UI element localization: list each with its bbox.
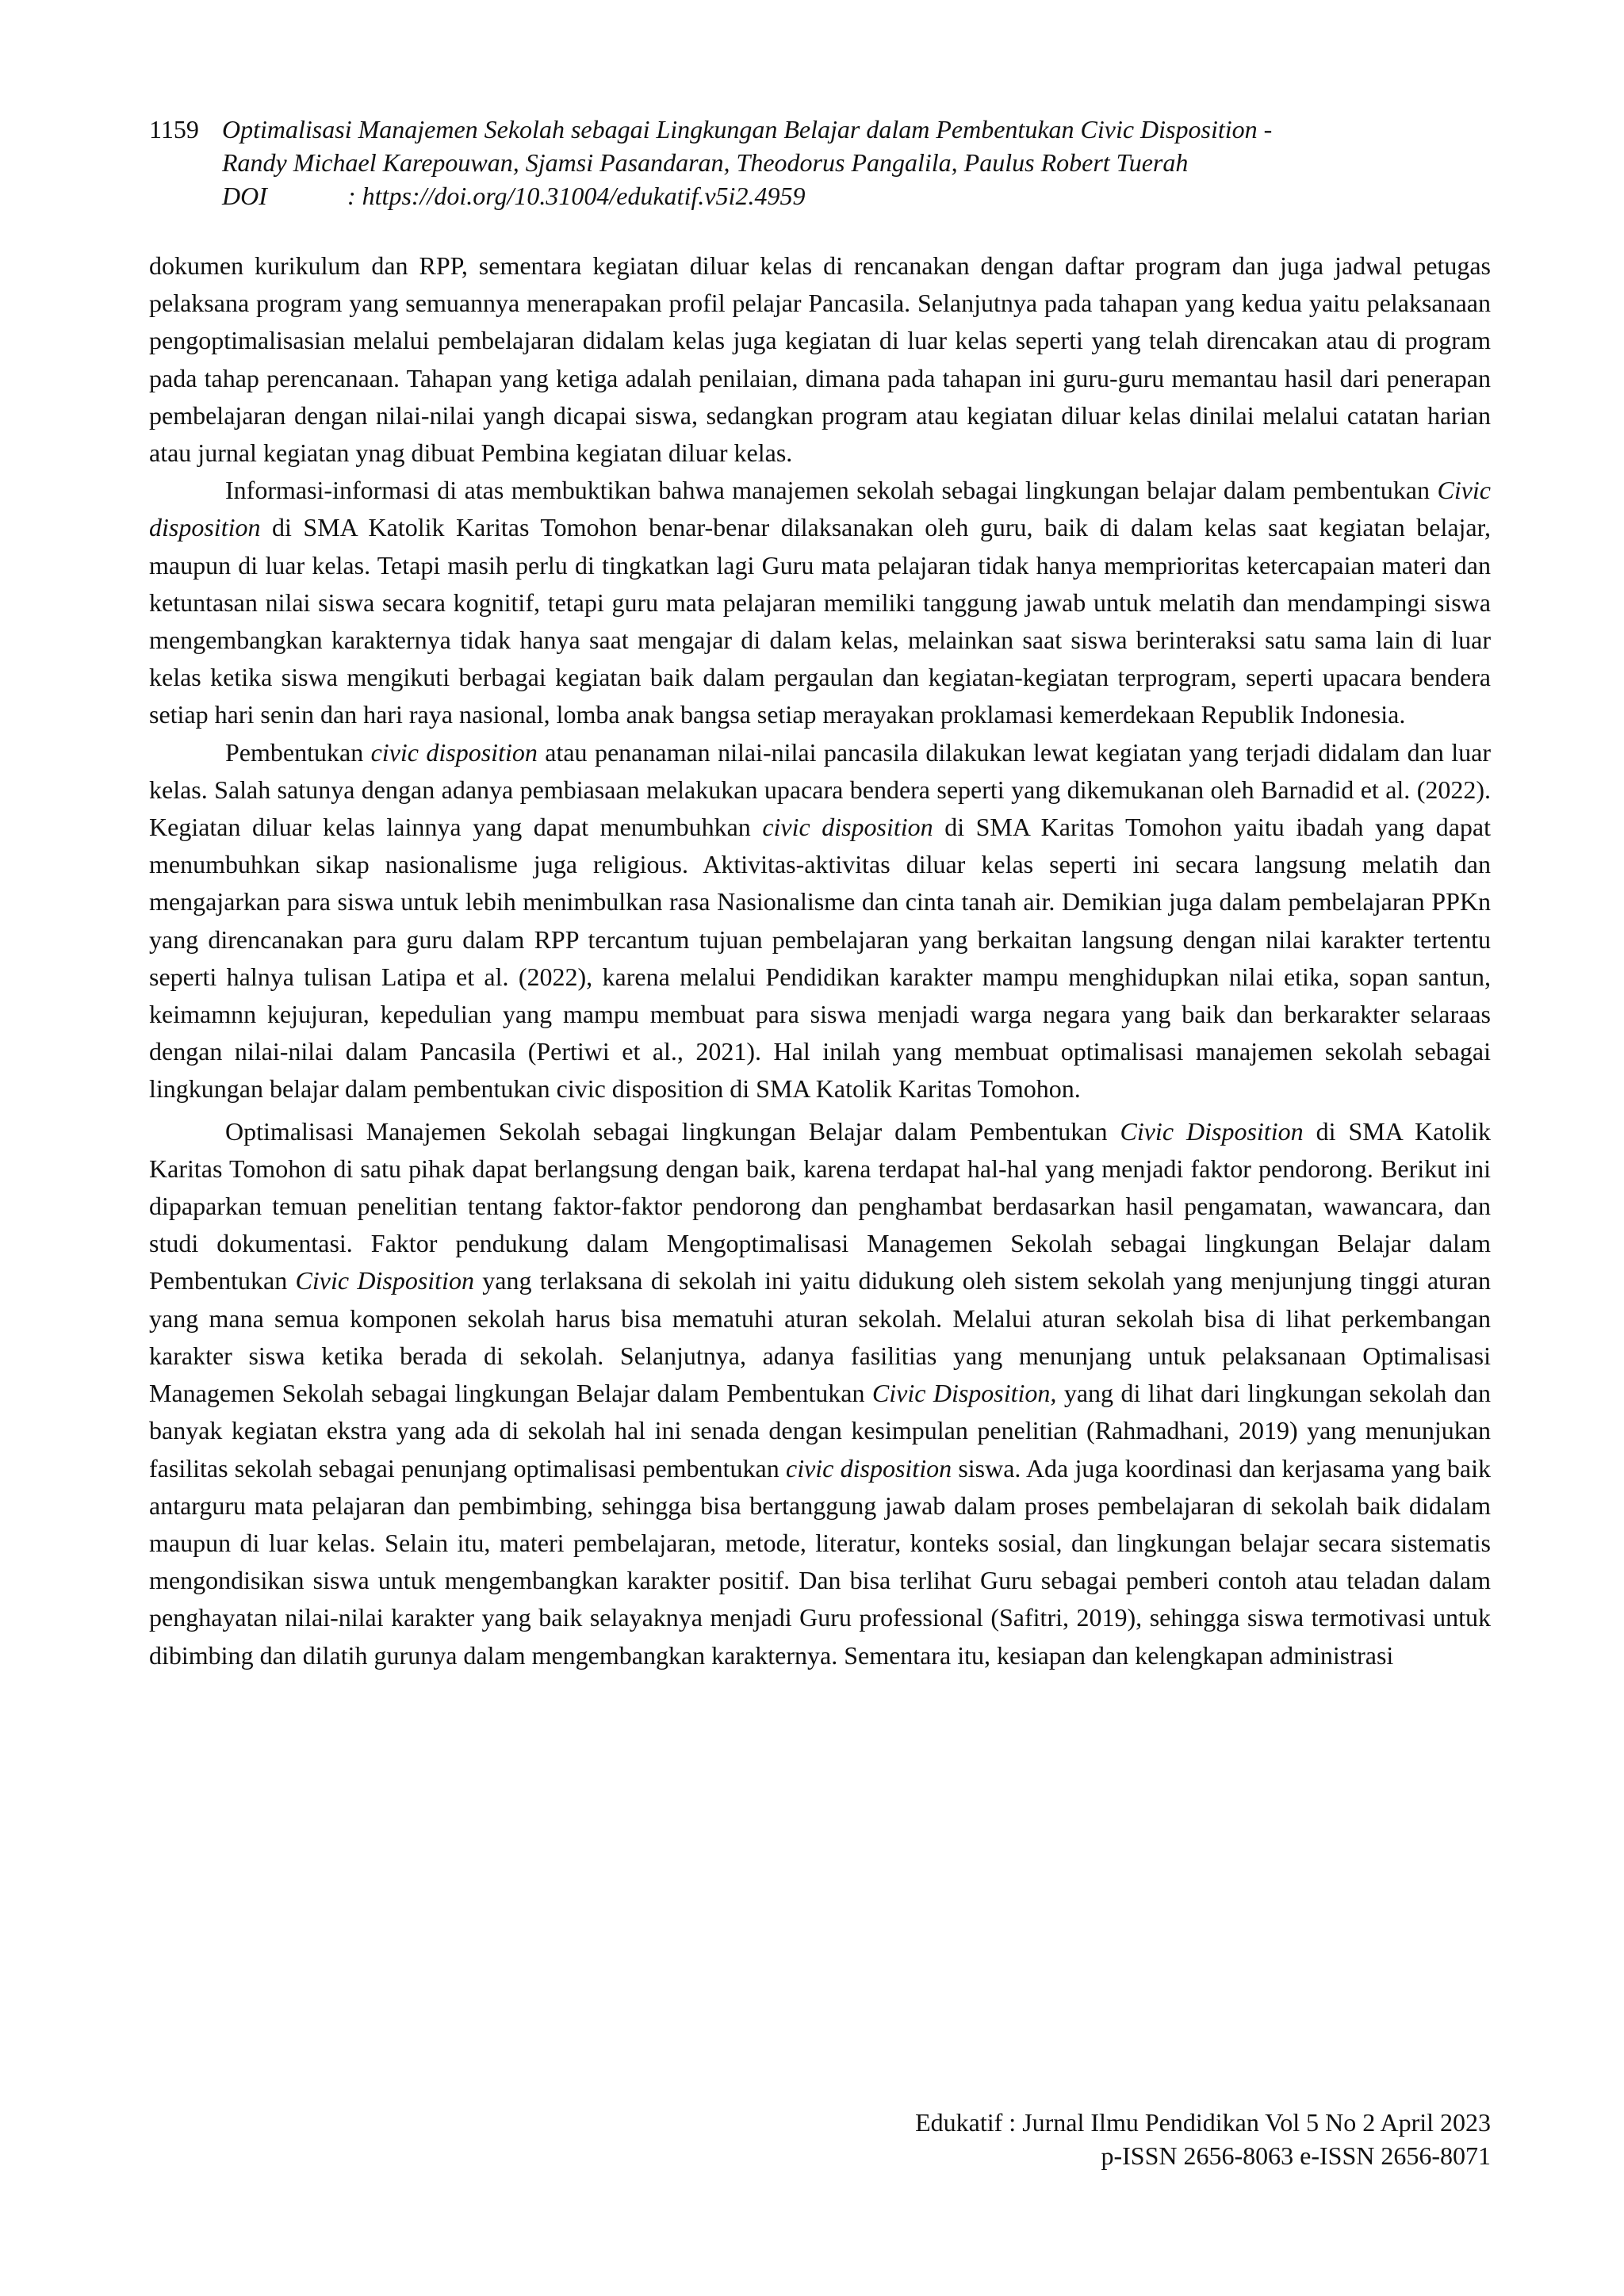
text-run: Informasi-informasi di atas membuktikan bahwa manajemen sekolah sebagai lingkungan belajar dalam pembentukan (225, 476, 1438, 505)
italic-term: civic disposition (785, 1453, 952, 1483)
page-number: 1159 (149, 115, 199, 144)
text-run: di SMA Katolik Karitas Tomohon benar-benar dilaksanakan oleh guru, baik di dalam kelas saat kegiatan belajar, maupun di luar kelas. Tetapi masih perlu di tingkatkan lagi Guru mata pelajaran tidak hanya memprioritas ketercapaian materi dan ketuntasan nilai siswa secara kognitif, tetapi guru mata pelajaran memiliki tanggung jawab untuk melatih dan mendampingi siswa mengembangkan karakternya tidak hanya saat mengajar di dalam kelas, melainkan saat siswa berinteraksi satu sama lain di luar kelas ketika siswa mengikuti berbagai kegiatan baik dalam pergaulan dan kegiatan-kegiatan terprogram, seperti upacara bendera setiap hari senin dan hari raya nasional, lomba anak bangsa setiap merayakan proklamasi kemerdekaan Republik Indonesia. (149, 513, 1491, 729)
italic-term: Civic Disposition (1120, 1116, 1304, 1146)
journal-name: Edukatif : Jurnal Ilmu Pendidikan Vol 5 No 2 April 2023 (915, 2108, 1491, 2137)
italic-term: civic disposition (370, 737, 538, 767)
header-authors: Randy Michael Karepouwan, Sjamsi Pasandaran, Theodorus Pangalila, Paulus Robert Tuerah (222, 148, 1189, 177)
text-run: di SMA Katolik Karitas Tomohon di satu pihak dapat berlangsung dengan baik, karena terdapat hal-hal yang menjadi faktor pendorong. Berikut ini dipaparkan temuan penelitian tentang faktor-faktor pendorong dan penghambat berdasarkan hasil pengamatan, wawancara, dan studi dokumentasi. Faktor pendukung dalam Mengoptimalisasi Managemen Sekolah sebagai lingkungan Belajar dalam Pembentukan (149, 1116, 1491, 1295)
paragraph-4 (149, 1113, 1491, 1674)
running-footer (777, 2106, 1491, 2172)
paragraph-3 (149, 734, 1491, 1108)
doi-label: DOI (222, 182, 267, 210)
issn-line: p-ISSN 2656-8063 e-ISSN 2656-8071 (1101, 2141, 1491, 2170)
text-run: Optimalisasi Manajemen Sekolah sebagai lingkungan Belajar dalam Pembentukan (225, 1116, 1120, 1146)
text-run: Pembentukan (225, 737, 371, 767)
header-title: Optimalisasi Manajemen Sekolah sebagai Lingkungan Belajar dalam Pembentukan Civic Disposition - (222, 115, 1273, 144)
italic-term: Civic Disposition (295, 1266, 474, 1295)
italic-term: civic disposition (762, 813, 933, 842)
italic-term: Civic disposition (149, 476, 1491, 542)
doi-link[interactable]: : https://doi.org/10.31004/edukatif.v5i2.4959 (347, 182, 806, 210)
paragraph-2 (149, 472, 1491, 733)
italic-term: Civic Disposition, (871, 1379, 1057, 1408)
text-run: yang di lihat dari lingkungan sekolah dan banyak kegiatan ekstra yang ada di sekolah hal ini senada dengan kesimpulan penelitian (Rahmadhani, 2019) yang menunjukan fasilitas sekolah sebagai penunjang optimalisasi pembentukan (149, 1379, 1492, 1483)
text-run: di SMA Karitas Tomohon yaitu ibadah yang dapat menumbuhkan sikap nasionalisme juga religious. Aktivitas-aktivitas diluar kelas seperti ini secara langsung melatih dan mengajarkan para siswa untuk lebih menimbulkan rasa Nasionalisme dan cinta tanah air. Demikian juga dalam pembelajaran PPKn yang direncanakan para guru dalam RPP tercantum tujuan pembelajaran yang berkaitan langsung dengan nilai karakter tertentu seperti halnya tulisan Latipa et al. (2022), karena melalui Pendidikan karakter mampu menghidupkan nilai etika, sopan santun, keimamnn kejujuran, kepedulian yang mampu membuat para siswa menjadi warga negara yang baik dan berkarakter selaraas dengan nilai-nilai dalam Pancasila (Pertiwi et al., 2021). Hal inilah yang membuat optimalisasi manajemen sekolah sebagai lingkungan belajar dalam pembentukan civic disposition di SMA Katolik Karitas Tomohon. (149, 813, 1492, 1104)
text-run: yang terlaksana di sekolah ini yaitu didukung oleh sistem sekolah yang menjunjung tinggi aturan yang mana semua komponen sekolah harus bisa mematuhi aturan sekolah. Melalui aturan sekolah bisa di lihat perkembangan karakter siswa ketika berada di sekolah. Selanjutnya, adanya fasilitias yang menunjang untuk pelaksanaan Optimalisasi Managemen Sekolah sebagai lingkungan Belajar dalam Pembentukan (149, 1266, 1492, 1408)
text-run: atau penanaman nilai-nilai pancasila dilakukan lewat kegiatan yang terjadi didalam dan luar kelas. Salah satunya dengan adanya pembiasaan melakukan upacara bendera seperti yang dikemukanan oleh Barnadid et al. (2022). Kegiatan diluar kelas lainnya yang dapat menumbuhkan (149, 737, 1492, 842)
text-run: siswa. Ada juga koordinasi dan kerjasama yang baik antarguru mata pelajaran dan pembimbing, sehingga bisa bertanggung jawab dalam proses pembelajaran di sekolah baik didalam maupun di luar kelas. Selain itu, materi pembelajaran, metode, literatur, konteks sosial, dan lingkungan belajar secara sistematis mengondisikan siswa untuk mengembangkan karakter positif. Dan bisa terlihat Guru sebagai pemberi contoh atau teladan dalam penghayatan nilai-nilai karakter yang baik selayaknya menjadi Guru professional (Safitri, 2019), sehingga siswa termotivasi untuk dibimbing dan dilatih gurunya dalam mengembangkan karakternya. Sementara itu, kesiapan dan kelengkapan administrasi (149, 1453, 1491, 1670)
paragraph-1: dokumen kurikulum dan RPP, sementara kegiatan diluar kelas di rencanakan dengan daftar program dan juga jadwal petugas pelaksana program yang semuannya menerapakan profil pelajar Pancasila. Selanjutnya pada tahapan yang kedua yaitu pelaksanaan pengoptimalisasian melalui pembelajaran didalam kelas juga kegiatan di luar kelas seperti yang telah direncakan atau di program pada tahap perencanaan. Tahapan yang ketiga adalah penilaian, dimana pada tahapan ini guru-guru memantau hasil dari penerapan pembelajaran dengan nilai-nilai yangh dicapai siswa, sedangkan program atau kegiatan diluar kelas dinilai melalui catatan harian atau jurnal kegiatan ynag dibuat Pembina kegiatan diluar kelas. (149, 251, 1491, 468)
running-header (149, 113, 1497, 212)
body-text (149, 247, 1491, 1674)
